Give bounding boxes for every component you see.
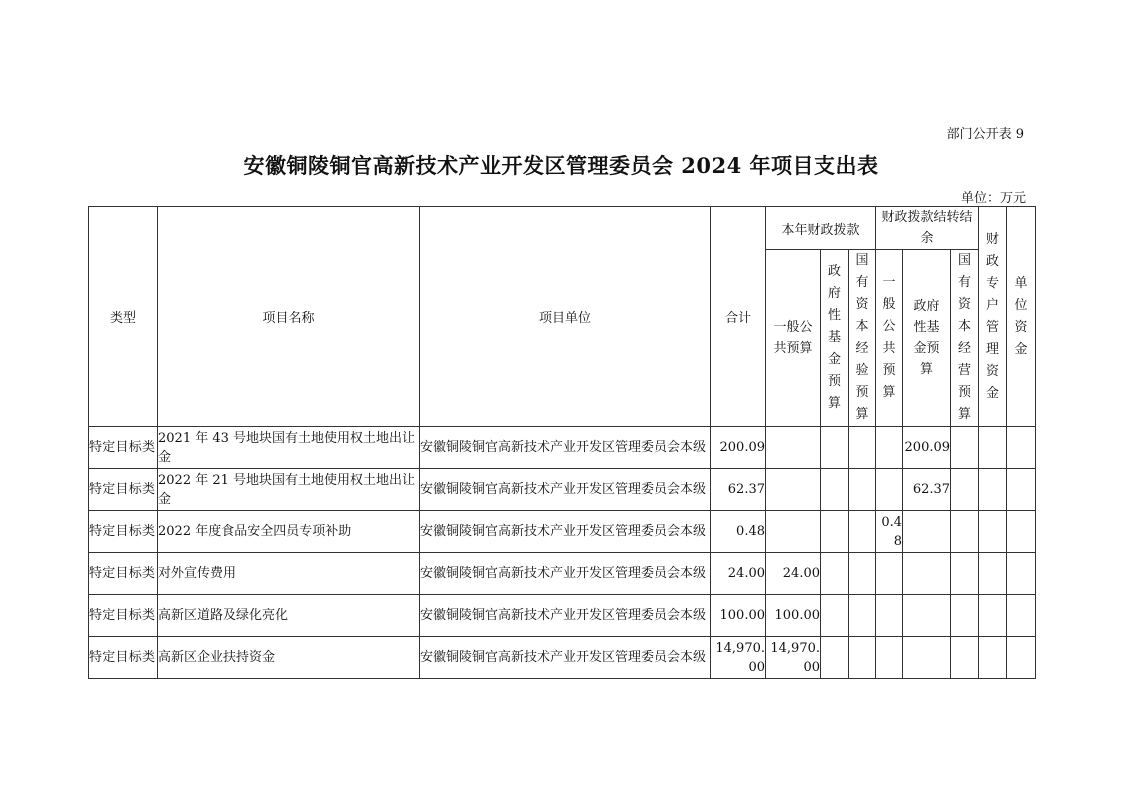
col-group-carryover-label: 财政拨款结转结余 xyxy=(881,210,973,246)
table-row xyxy=(89,553,1036,595)
table-row xyxy=(89,595,1036,637)
cell-gov-fund xyxy=(821,511,849,553)
col-state-capital-label: 国有资本经验预算 xyxy=(855,253,869,422)
col-special-fund-label: 财政专户管理资金 xyxy=(986,231,1000,401)
col-carryover-gov-fund xyxy=(903,250,951,427)
cell-project-name: 2022 年度食品安全四员专项补助 xyxy=(158,511,420,553)
col-unit-fund-label: 单位资金 xyxy=(1014,275,1028,357)
cell-co-state-capital xyxy=(951,469,979,511)
cell-project-name: 高新区企业扶持资金 xyxy=(158,637,420,679)
col-general-public xyxy=(766,250,821,427)
cell-state-capital xyxy=(849,637,876,679)
cell-general: 100.00 xyxy=(766,595,821,637)
table-row xyxy=(89,469,1036,511)
cell-total: 100.00 xyxy=(711,595,766,637)
cell-type: 特定目标类 xyxy=(89,553,158,595)
cell-special-fund xyxy=(979,469,1007,511)
cell-co-state-capital xyxy=(951,511,979,553)
cell-special-fund xyxy=(979,511,1007,553)
cell-gov-fund xyxy=(821,469,849,511)
cell-co-general xyxy=(876,595,903,637)
cell-state-capital xyxy=(849,469,876,511)
cell-co-state-capital xyxy=(951,595,979,637)
form-number: 部门公开表 9 xyxy=(946,127,1024,142)
col-gov-fund-label: 政府性基金预算 xyxy=(827,264,841,411)
cell-general xyxy=(766,427,821,469)
cell-gov-fund xyxy=(821,637,849,679)
col-carryover-state-capital xyxy=(951,250,979,427)
cell-total: 14,970.00 xyxy=(711,637,766,679)
cell-special-fund xyxy=(979,637,1007,679)
cell-co-state-capital xyxy=(951,553,979,595)
cell-total: 24.00 xyxy=(711,553,766,595)
table-row xyxy=(89,427,1036,469)
cell-co-gov-fund: 200.09 xyxy=(903,427,951,469)
cell-project-unit: 安徽铜陵铜官高新技术产业开发区管理委员会本级 xyxy=(420,469,711,511)
col-total: 合计 xyxy=(711,207,766,427)
col-state-capital xyxy=(849,250,876,427)
col-group-carryover xyxy=(876,207,979,250)
col-carryover-general xyxy=(876,250,903,427)
cell-type: 特定目标类 xyxy=(89,469,158,511)
col-project-name: 项目名称 xyxy=(158,207,420,427)
col-gov-fund xyxy=(821,250,849,427)
cell-unit-fund xyxy=(1007,511,1036,553)
cell-co-state-capital xyxy=(951,637,979,679)
cell-special-fund xyxy=(979,553,1007,595)
col-group-current-year: 本年财政拨款 xyxy=(766,207,876,250)
cell-state-capital xyxy=(849,511,876,553)
cell-total: 200.09 xyxy=(711,427,766,469)
cell-type: 特定目标类 xyxy=(89,427,158,469)
cell-co-gov-fund: 62.37 xyxy=(903,469,951,511)
col-project-unit: 项目单位 xyxy=(420,207,711,427)
cell-co-gov-fund xyxy=(903,637,951,679)
cell-co-gov-fund xyxy=(903,511,951,553)
cell-co-general xyxy=(876,553,903,595)
cell-co-general xyxy=(876,427,903,469)
cell-unit-fund xyxy=(1007,553,1036,595)
cell-type: 特定目标类 xyxy=(89,637,158,679)
cell-type: 特定目标类 xyxy=(89,595,158,637)
cell-project-name: 2022 年 21 号地块国有土地使用权土地出让金 xyxy=(158,469,420,511)
cell-gov-fund xyxy=(821,427,849,469)
page-title: 安徽铜陵铜官高新技术产业开发区管理委员会 2024 年项目支出表 xyxy=(243,153,879,178)
cell-co-general: 0.48 xyxy=(876,511,903,553)
cell-total: 0.48 xyxy=(711,511,766,553)
cell-gov-fund xyxy=(821,553,849,595)
table-row xyxy=(89,637,1036,679)
cell-co-gov-fund xyxy=(903,595,951,637)
cell-unit-fund xyxy=(1007,427,1036,469)
cell-project-name: 2021 年 43 号地块国有土地使用权土地出让金 xyxy=(158,427,420,469)
cell-co-general xyxy=(876,469,903,511)
cell-state-capital xyxy=(849,595,876,637)
col-special-fund xyxy=(979,207,1007,427)
col-unit-fund xyxy=(1007,207,1036,427)
cell-type: 特定目标类 xyxy=(89,511,158,553)
cell-project-name: 对外宣传费用 xyxy=(158,553,420,595)
cell-gov-fund xyxy=(821,595,849,637)
col-carryover-state-capital-label: 国有资本经营预算 xyxy=(958,253,972,422)
cell-unit-fund xyxy=(1007,469,1036,511)
cell-general: 14,970.00 xyxy=(766,637,821,679)
cell-general xyxy=(766,511,821,553)
cell-general xyxy=(766,469,821,511)
cell-co-general xyxy=(876,637,903,679)
cell-co-gov-fund xyxy=(903,553,951,595)
cell-co-state-capital xyxy=(951,427,979,469)
cell-project-unit: 安徽铜陵铜官高新技术产业开发区管理委员会本级 xyxy=(420,553,711,595)
cell-state-capital xyxy=(849,427,876,469)
col-general-public-label: 一般公共预算 xyxy=(773,320,813,356)
cell-project-name: 高新区道路及绿化亮化 xyxy=(158,595,420,637)
cell-unit-fund xyxy=(1007,637,1036,679)
cell-general: 24.00 xyxy=(766,553,821,595)
cell-project-unit: 安徽铜陵铜官高新技术产业开发区管理委员会本级 xyxy=(420,427,711,469)
cell-special-fund xyxy=(979,427,1007,469)
project-expenditure-table xyxy=(88,206,1036,679)
cell-unit-fund xyxy=(1007,595,1036,637)
cell-project-unit: 安徽铜陵铜官高新技术产业开发区管理委员会本级 xyxy=(420,637,711,679)
cell-project-unit: 安徽铜陵铜官高新技术产业开发区管理委员会本级 xyxy=(420,511,711,553)
col-type: 类型 xyxy=(89,207,158,427)
cell-state-capital xyxy=(849,553,876,595)
cell-total: 62.37 xyxy=(711,469,766,511)
table-row xyxy=(89,511,1036,553)
col-carryover-gov-fund-label: 政府性基金预算 xyxy=(913,299,940,377)
cell-project-unit: 安徽铜陵铜官高新技术产业开发区管理委员会本级 xyxy=(420,595,711,637)
col-carryover-general-label: 一般公共预算 xyxy=(882,275,896,400)
unit-label: 单位：万元 xyxy=(960,191,1026,206)
cell-special-fund xyxy=(979,595,1007,637)
